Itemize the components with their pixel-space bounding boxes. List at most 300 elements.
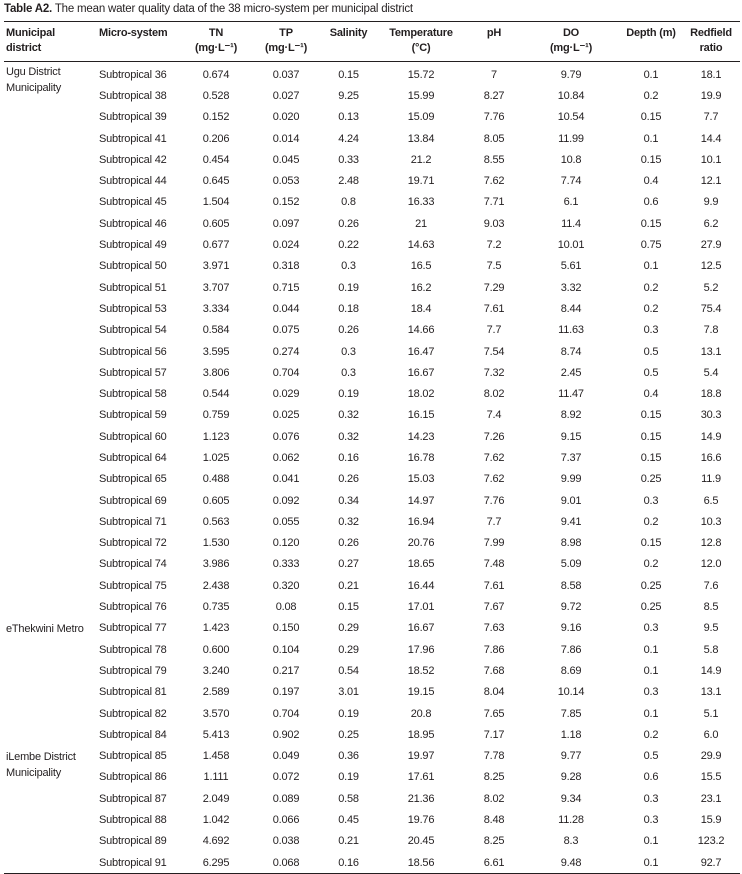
table-caption xyxy=(4,3,413,15)
cell-do: 9.16 xyxy=(560,622,582,635)
cell-tp: 0.072 xyxy=(272,771,300,784)
cell-ph: 7.2 xyxy=(486,239,502,252)
cell-redfield-ratio: 16.6 xyxy=(700,451,722,464)
cell-depth: 0.1 xyxy=(643,707,659,720)
cell-temperature: 14.66 xyxy=(407,324,435,337)
cell-micro-system: Subtropical 84 xyxy=(99,728,167,741)
cell-depth: 0.3 xyxy=(643,622,659,635)
cell-redfield-ratio: 6.5 xyxy=(703,494,719,507)
header-unit: (mg·L⁻¹) xyxy=(194,42,238,54)
cell-redfield-ratio: 11.9 xyxy=(701,473,721,486)
cell-micro-system: Subtropical 74 xyxy=(99,558,167,571)
water-quality-table xyxy=(4,21,740,874)
cell-ph: 7.26 xyxy=(483,430,505,443)
cell-ph: 7.7 xyxy=(486,324,502,337)
cell-do: 11.28 xyxy=(558,814,584,827)
cell-micro-system: Subtropical 60 xyxy=(99,430,167,443)
cell-tp: 0.038 xyxy=(272,835,300,848)
cell-micro-system: Subtropical 64 xyxy=(99,451,167,464)
cell-municipal-district: iLembe District Municipality xyxy=(4,746,97,874)
header-line: Temperature xyxy=(389,27,453,39)
cell-salinity: 0.32 xyxy=(338,430,359,443)
table-body xyxy=(4,62,740,874)
table-row xyxy=(4,320,740,341)
cell-do: 7.74 xyxy=(560,175,582,188)
cell-depth: 0.1 xyxy=(643,260,659,273)
cell-tn: 1.458 xyxy=(202,750,230,763)
cell-tp: 0.320 xyxy=(272,579,300,592)
table-row xyxy=(4,383,740,404)
cell-micro-system: Subtropical 54 xyxy=(99,324,167,337)
cell-tn: 3.240 xyxy=(202,664,230,677)
cell-micro-system: Subtropical 50 xyxy=(99,260,167,273)
cell-tn: 0.605 xyxy=(202,217,230,230)
cell-redfield-ratio: 14.9 xyxy=(700,664,722,677)
cell-tn: 1.025 xyxy=(202,451,230,464)
cell-micro-system: Subtropical 86 xyxy=(99,771,167,784)
cell-tp: 0.049 xyxy=(272,750,300,763)
cell-temperature: 14.23 xyxy=(407,430,435,443)
table-row xyxy=(4,490,740,511)
cell-do: 10.54 xyxy=(557,111,585,124)
cell-tp: 0.197 xyxy=(272,686,300,699)
cell-salinity: 0.3 xyxy=(341,345,356,358)
cell-tp: 0.044 xyxy=(272,302,300,315)
table-row xyxy=(4,703,740,724)
cell-tp: 0.055 xyxy=(272,515,300,528)
cell-do: 8.44 xyxy=(560,302,582,315)
table-header xyxy=(4,22,740,62)
cell-depth: 0.1 xyxy=(620,852,682,874)
cell-depth: 0.5 xyxy=(643,345,659,358)
cell-tn: 0.206 xyxy=(202,132,230,145)
cell-tn: 6.295 xyxy=(181,852,251,874)
cell-micro-system: Subtropical 88 xyxy=(99,814,167,827)
cell-do: 5.61 xyxy=(560,260,582,273)
cell-depth: 0.5 xyxy=(643,750,659,763)
cell-tn: 1.123 xyxy=(202,430,230,443)
cell-tn: 3.595 xyxy=(202,345,230,358)
cell-ph: 8.55 xyxy=(483,153,505,166)
cell-salinity: 0.15 xyxy=(338,68,359,81)
cell-do: 10.14 xyxy=(557,686,585,699)
cell-do: 9.77 xyxy=(560,750,582,763)
cell-tp: 0.274 xyxy=(272,345,300,358)
cell-depth: 0.15 xyxy=(640,451,662,464)
cell-ph: 7.62 xyxy=(483,473,505,486)
cell-tn: 3.334 xyxy=(202,302,230,315)
cell-ph: 9.03 xyxy=(483,217,505,230)
cell-tp: 0.152 xyxy=(272,196,300,209)
cell-redfield-ratio: 92.7 xyxy=(682,852,740,874)
cell-temperature: 16.5 xyxy=(410,260,432,273)
cell-do: 8.69 xyxy=(560,664,582,677)
cell-tp: 0.217 xyxy=(272,664,300,677)
cell-salinity: 0.45 xyxy=(338,814,359,827)
cell-tp: 0.045 xyxy=(272,153,300,166)
cell-temperature: 16.2 xyxy=(410,281,432,294)
cell-do: 3.32 xyxy=(560,281,582,294)
cell-redfield-ratio: 12.5 xyxy=(700,260,722,273)
table-row xyxy=(4,809,740,830)
header-tn xyxy=(181,22,251,62)
cell-redfield-ratio: 30.3 xyxy=(700,409,722,422)
cell-ph: 8.27 xyxy=(483,89,505,102)
cell-micro-system: Subtropical 44 xyxy=(99,175,167,188)
table-row xyxy=(4,192,740,213)
cell-tp: 0.704 xyxy=(272,707,300,720)
cell-tn: 0.544 xyxy=(202,388,230,401)
cell-depth: 0.2 xyxy=(643,89,659,102)
cell-salinity: 0.26 xyxy=(338,537,359,550)
header-redfield-ratio xyxy=(682,22,740,62)
cell-micro-system: Subtropical 69 xyxy=(99,494,167,507)
table-row xyxy=(4,170,740,191)
table-row xyxy=(4,277,740,298)
cell-depth: 0.1 xyxy=(643,835,659,848)
cell-do: 6.1 xyxy=(563,196,579,209)
cell-tn: 3.806 xyxy=(202,366,230,379)
cell-redfield-ratio: 13.1 xyxy=(700,345,722,358)
cell-depth: 0.6 xyxy=(643,771,659,784)
cell-salinity: 0.21 xyxy=(338,579,359,592)
cell-redfield-ratio: 19.9 xyxy=(700,89,722,102)
cell-salinity: 0.29 xyxy=(338,643,359,656)
cell-ph: 7.76 xyxy=(483,494,505,507)
cell-ph: 8.25 xyxy=(483,771,505,784)
cell-tp: 0.029 xyxy=(272,388,300,401)
cell-tn: 1.504 xyxy=(202,196,230,209)
cell-micro-system: Subtropical 36 xyxy=(99,68,167,81)
cell-temperature: 17.61 xyxy=(407,771,435,784)
cell-do: 8.3 xyxy=(563,835,579,848)
cell-do: 9.48 xyxy=(522,852,620,874)
cell-redfield-ratio: 27.9 xyxy=(700,239,722,252)
cell-micro-system: Subtropical 65 xyxy=(99,473,167,486)
header-unit: district xyxy=(6,42,42,54)
cell-depth: 0.6 xyxy=(643,196,659,209)
table-row xyxy=(4,128,740,149)
table-row xyxy=(4,256,740,277)
cell-do: 7.85 xyxy=(560,707,582,720)
cell-depth: 0.25 xyxy=(640,579,662,592)
header-line: Micro-system xyxy=(99,27,168,39)
table-row xyxy=(4,767,740,788)
cell-do: 10.01 xyxy=(557,239,585,252)
cell-do: 9.28 xyxy=(560,771,582,784)
cell-micro-system: Subtropical 87 xyxy=(99,792,167,805)
cell-redfield-ratio: 6.2 xyxy=(703,217,719,230)
cell-salinity: 0.3 xyxy=(341,260,356,273)
cell-depth: 0.2 xyxy=(643,302,659,315)
cell-depth: 0.2 xyxy=(643,728,659,741)
cell-micro-system: Subtropical 77 xyxy=(99,622,167,635)
table-row xyxy=(4,511,740,532)
cell-tn: 3.570 xyxy=(202,707,230,720)
cell-temperature: 15.72 xyxy=(407,68,435,81)
cell-salinity: 9.25 xyxy=(338,89,359,102)
header-unit: (°C) xyxy=(411,42,431,54)
cell-do: 5.09 xyxy=(560,558,582,571)
cell-depth: 0.4 xyxy=(643,175,659,188)
cell-redfield-ratio: 7.6 xyxy=(703,579,719,592)
cell-salinity: 0.54 xyxy=(338,664,359,677)
cell-tn: 2.438 xyxy=(202,579,230,592)
cell-tn: 0.528 xyxy=(202,89,230,102)
cell-depth: 0.1 xyxy=(643,643,659,656)
cell-depth: 0.5 xyxy=(643,366,659,379)
cell-tp: 0.08 xyxy=(275,601,297,614)
cell-do: 9.99 xyxy=(560,473,582,486)
cell-micro-system: Subtropical 49 xyxy=(99,239,167,252)
header-line: TN xyxy=(208,27,224,39)
cell-do: 8.58 xyxy=(560,579,582,592)
cell-ph: 7.62 xyxy=(483,175,505,188)
cell-do: 2.45 xyxy=(560,366,582,379)
cell-tp: 0.068 xyxy=(251,852,321,874)
header-ph xyxy=(466,22,522,62)
cell-micro-system: Subtropical 71 xyxy=(99,515,167,528)
cell-tp: 0.024 xyxy=(272,239,300,252)
cell-redfield-ratio: 18.8 xyxy=(700,388,722,401)
cell-ph: 8.02 xyxy=(483,388,505,401)
cell-ph: 7.54 xyxy=(483,345,505,358)
cell-ph: 7.61 xyxy=(483,302,505,315)
cell-ph: 7.99 xyxy=(483,537,505,550)
cell-tn: 0.600 xyxy=(202,643,230,656)
header-line: DO xyxy=(562,27,580,39)
cell-temperature: 16.33 xyxy=(407,196,435,209)
table-row xyxy=(4,724,740,745)
table-row xyxy=(4,746,740,767)
table-row xyxy=(4,533,740,554)
cell-redfield-ratio: 5.8 xyxy=(703,643,719,656)
cell-temperature: 16.15 xyxy=(407,409,435,422)
cell-tn: 3.971 xyxy=(202,260,230,273)
cell-temperature: 13.84 xyxy=(407,132,435,145)
cell-tp: 0.089 xyxy=(272,792,300,805)
table-row xyxy=(4,107,740,128)
header-line: Salinity xyxy=(329,27,368,39)
cell-ph: 7.62 xyxy=(483,451,505,464)
cell-do: 7.37 xyxy=(560,451,582,464)
cell-tn: 0.759 xyxy=(202,409,230,422)
cell-salinity: 0.15 xyxy=(338,601,359,614)
cell-tp: 0.027 xyxy=(272,89,300,102)
cell-temperature: 18.56 xyxy=(376,852,466,874)
cell-depth: 0.3 xyxy=(643,814,659,827)
cell-tn: 0.488 xyxy=(202,473,230,486)
cell-municipal-district: Ugu District Municipality xyxy=(6,66,62,94)
cell-depth: 0.25 xyxy=(640,473,662,486)
cell-tn: 1.111 xyxy=(203,771,229,784)
cell-ph: 7.65 xyxy=(483,707,505,720)
cell-salinity: 3.01 xyxy=(338,686,359,699)
cell-salinity: 0.19 xyxy=(338,281,359,294)
table-row xyxy=(4,426,740,447)
cell-tp: 0.041 xyxy=(272,473,300,486)
cell-salinity: 0.16 xyxy=(338,451,359,464)
cell-do: 9.72 xyxy=(560,601,582,614)
cell-temperature: 18.95 xyxy=(407,728,435,741)
header-municipal-district xyxy=(4,22,97,62)
cell-salinity: 0.34 xyxy=(338,494,359,507)
cell-redfield-ratio: 9.5 xyxy=(703,622,719,635)
cell-ph: 7.5 xyxy=(486,260,502,273)
cell-tn: 1.423 xyxy=(202,622,230,635)
cell-ph: 7.86 xyxy=(483,643,505,656)
cell-salinity: 0.19 xyxy=(338,771,359,784)
cell-tp: 0.150 xyxy=(272,622,300,635)
table-row xyxy=(4,469,740,490)
cell-micro-system: Subtropical 41 xyxy=(99,132,167,145)
cell-micro-system: Subtropical 78 xyxy=(99,643,167,656)
cell-micro-system: Subtropical 91 xyxy=(97,852,181,874)
cell-ph: 8.25 xyxy=(483,835,505,848)
cell-temperature: 14.97 xyxy=(407,494,435,507)
cell-tn: 1.042 xyxy=(202,814,230,827)
cell-temperature: 16.94 xyxy=(407,515,435,528)
cell-do: 1.18 xyxy=(560,728,582,741)
cell-salinity: 0.19 xyxy=(338,707,359,720)
cell-do: 7.86 xyxy=(560,643,582,656)
cell-salinity: 0.18 xyxy=(338,302,359,315)
cell-tn: 4.692 xyxy=(202,835,230,848)
cell-micro-system: Subtropical 79 xyxy=(99,664,167,677)
cell-micro-system: Subtropical 42 xyxy=(99,153,167,166)
cell-redfield-ratio: 14.9 xyxy=(700,430,722,443)
cell-salinity: 0.8 xyxy=(341,196,356,209)
cell-tp: 0.097 xyxy=(272,217,300,230)
cell-do: 8.92 xyxy=(560,409,582,422)
cell-do: 9.34 xyxy=(560,792,582,805)
cell-ph: 8.02 xyxy=(483,792,505,805)
cell-depth: 0.1 xyxy=(643,132,659,145)
cell-depth: 0.1 xyxy=(643,664,659,677)
cell-depth: 0.3 xyxy=(643,686,659,699)
cell-do: 11.99 xyxy=(558,132,584,145)
cell-depth: 0.3 xyxy=(643,494,659,507)
cell-micro-system: Subtropical 46 xyxy=(99,217,167,230)
cell-temperature: 16.67 xyxy=(407,622,435,635)
cell-salinity: 0.36 xyxy=(338,750,359,763)
cell-tp: 0.715 xyxy=(272,281,300,294)
cell-micro-system: Subtropical 81 xyxy=(99,686,167,699)
cell-depth: 0.15 xyxy=(640,537,662,550)
cell-redfield-ratio: 6.0 xyxy=(703,728,719,741)
cell-tp: 0.062 xyxy=(272,451,300,464)
cell-tn: 5.413 xyxy=(202,728,230,741)
cell-salinity: 0.13 xyxy=(338,111,359,124)
cell-temperature: 14.63 xyxy=(407,239,435,252)
cell-salinity: 0.29 xyxy=(338,622,359,635)
table-row xyxy=(4,682,740,703)
cell-temperature: 19.71 xyxy=(407,175,435,188)
cell-depth: 0.2 xyxy=(643,281,659,294)
cell-depth: 0.1 xyxy=(643,68,659,81)
cell-depth: 0.15 xyxy=(640,153,662,166)
cell-micro-system: Subtropical 51 xyxy=(99,281,167,294)
cell-do: 8.74 xyxy=(560,345,582,358)
header-unit: ratio xyxy=(699,42,723,54)
cell-do: 10.84 xyxy=(557,89,585,102)
cell-micro-system: Subtropical 76 xyxy=(99,601,167,614)
cell-redfield-ratio: 13.1 xyxy=(700,686,722,699)
table-row xyxy=(4,447,740,468)
cell-do: 9.01 xyxy=(560,494,582,507)
cell-ph: 7.4 xyxy=(486,409,502,422)
cell-tn: 0.605 xyxy=(202,494,230,507)
table-caption-text: The mean water quality data of the 38 micro-system per municipal district xyxy=(52,3,413,15)
cell-depth: 0.15 xyxy=(640,217,662,230)
cell-tn: 0.152 xyxy=(202,111,230,124)
table-row xyxy=(4,234,740,255)
cell-tp: 0.704 xyxy=(272,366,300,379)
cell-redfield-ratio: 7.7 xyxy=(703,111,719,124)
header-line: pH xyxy=(486,27,502,39)
cell-ph: 7.71 xyxy=(483,196,505,209)
cell-depth: 0.3 xyxy=(643,324,659,337)
cell-micro-system: Subtropical 85 xyxy=(99,750,167,763)
cell-do: 11.47 xyxy=(558,388,584,401)
cell-micro-system: Subtropical 82 xyxy=(99,707,167,720)
cell-micro-system: Subtropical 72 xyxy=(99,537,167,550)
cell-tp: 0.020 xyxy=(272,111,300,124)
cell-ph: 7.67 xyxy=(483,601,505,614)
cell-tp: 0.092 xyxy=(272,494,300,507)
cell-tn: 0.454 xyxy=(202,153,230,166)
cell-temperature: 20.45 xyxy=(407,835,435,848)
cell-depth: 0.2 xyxy=(643,515,659,528)
cell-depth: 0.3 xyxy=(643,792,659,805)
cell-redfield-ratio: 9.9 xyxy=(703,196,719,209)
cell-ph: 6.61 xyxy=(466,852,522,874)
cell-redfield-ratio: 8.5 xyxy=(703,601,719,614)
cell-temperature: 15.09 xyxy=(407,111,435,124)
cell-depth: 0.4 xyxy=(643,388,659,401)
cell-temperature: 15.99 xyxy=(407,89,435,102)
cell-depth: 0.15 xyxy=(640,430,662,443)
table-row xyxy=(4,362,740,383)
cell-tp: 0.318 xyxy=(272,260,300,273)
cell-tp: 0.025 xyxy=(272,409,300,422)
cell-ph: 7.7 xyxy=(486,515,502,528)
cell-do: 9.15 xyxy=(560,430,582,443)
cell-ph: 7 xyxy=(491,68,497,81)
cell-temperature: 17.96 xyxy=(407,643,435,656)
table-row xyxy=(4,85,740,106)
header-depth xyxy=(620,22,682,62)
cell-temperature: 16.44 xyxy=(407,579,435,592)
cell-salinity: 0.33 xyxy=(338,153,359,166)
cell-tp: 0.120 xyxy=(272,537,300,550)
cell-salinity: 0.27 xyxy=(338,558,359,571)
cell-tp: 0.066 xyxy=(272,814,300,827)
cell-salinity: 0.3 xyxy=(341,366,356,379)
cell-temperature: 15.03 xyxy=(407,473,435,486)
cell-municipal-district: eThekwini Metro xyxy=(6,622,84,635)
cell-temperature: 20.8 xyxy=(410,707,432,720)
cell-tp: 0.014 xyxy=(272,132,300,145)
table-row xyxy=(4,852,740,874)
cell-redfield-ratio: 7.8 xyxy=(703,324,719,337)
cell-micro-system: Subtropical 39 xyxy=(99,111,167,124)
header-line: Depth (m) xyxy=(626,27,676,39)
table-label: Table A2. xyxy=(4,3,53,15)
cell-tn: 3.707 xyxy=(202,281,230,294)
table-row xyxy=(4,596,740,617)
table-row xyxy=(4,298,740,319)
